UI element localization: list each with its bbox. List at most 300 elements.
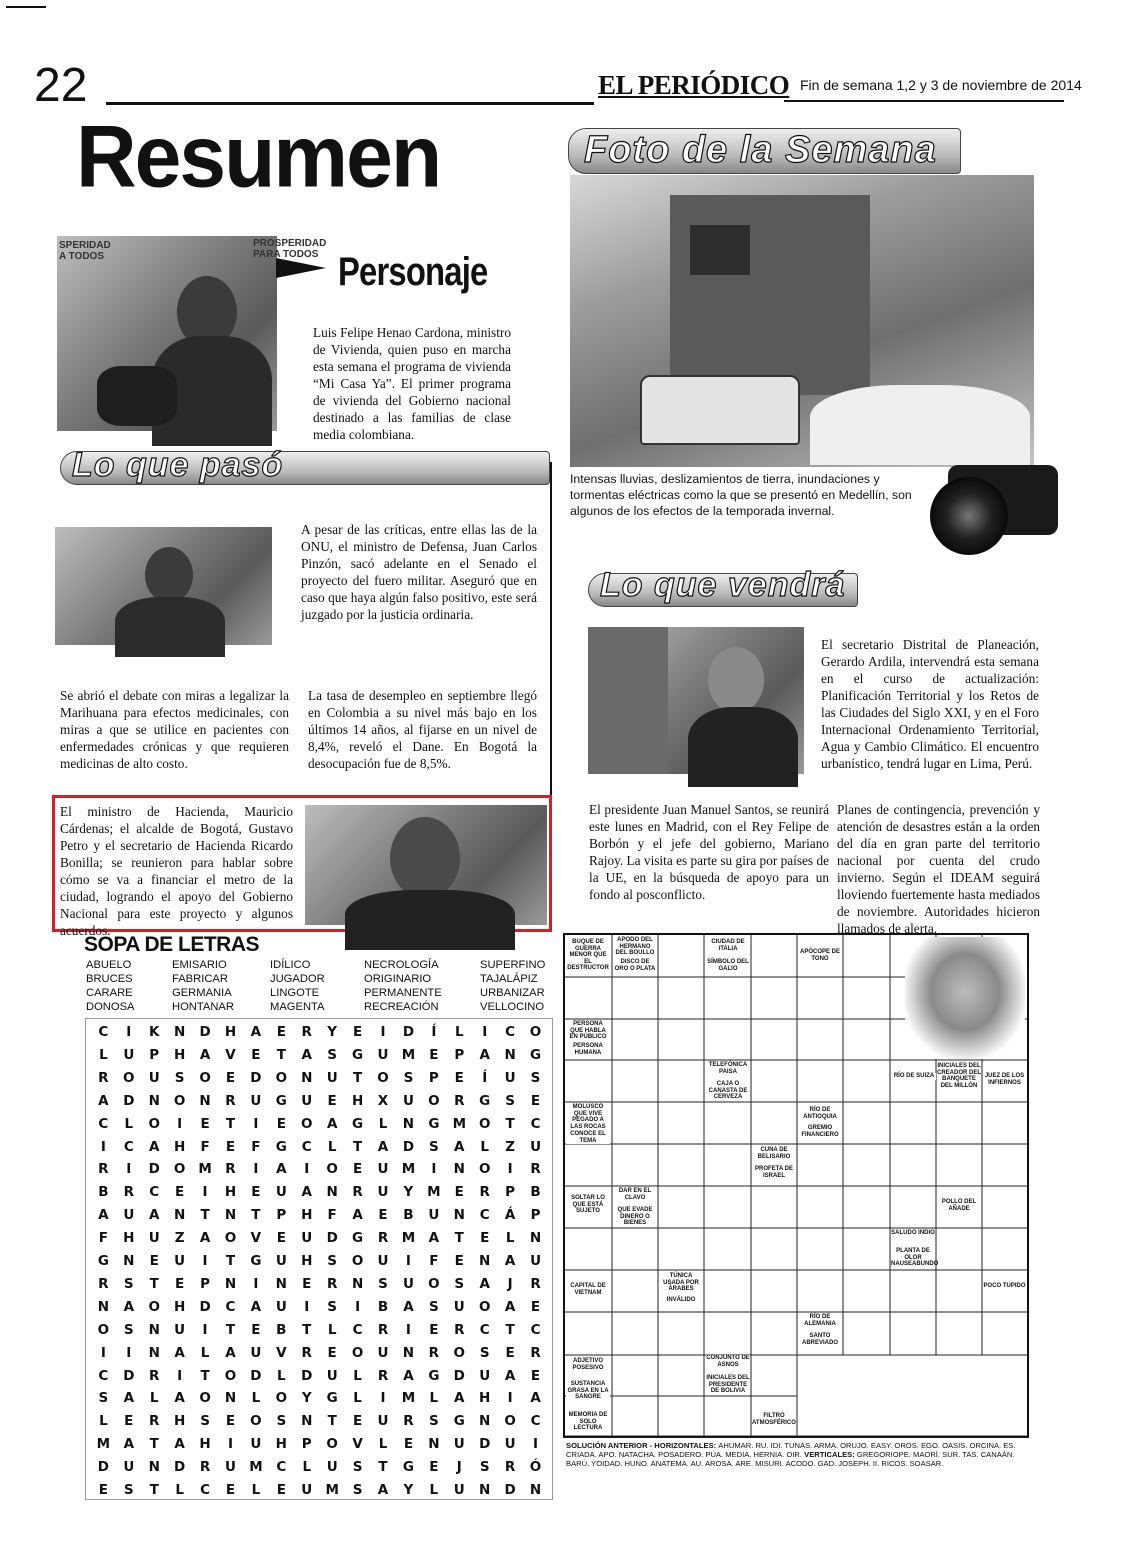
building-windows (690, 225, 750, 275)
foto-semana-caption: Intensas lluvias, deslizamientos de tierra, inundaciones y tormentas eléctricas como la que se presentó en Medellín, son algunos de los efectos de la temporada invernal. (570, 472, 912, 518)
sopa-letter: A (403, 1298, 414, 1315)
person-head (390, 817, 460, 899)
sopa-letter: O (250, 1413, 262, 1430)
person-body (688, 707, 798, 787)
sopa-letter: E (429, 1459, 439, 1476)
sopa-letter: P (276, 1207, 287, 1224)
sopa-row (92, 1459, 547, 1475)
word: GERMANIA (172, 987, 232, 999)
sopa-letter: S (352, 1482, 363, 1498)
sopa-letter: R (377, 1367, 389, 1384)
sopa-letter: H (173, 1138, 186, 1155)
sopa-letter: O (478, 1161, 491, 1178)
word: ORIGINARIO (364, 973, 432, 985)
sopa-letter: T (352, 1138, 363, 1155)
sopa-letter: P (505, 1184, 516, 1201)
sopa-letter: U (377, 1413, 389, 1430)
sopa-letter: T (251, 1207, 261, 1224)
sopa-letter: U (301, 1482, 313, 1498)
sopa-letter: A (174, 1344, 185, 1361)
sopa-letter: G (352, 1230, 364, 1247)
sopa-letter: N (148, 1321, 160, 1338)
sopa-letter: R (403, 1413, 414, 1430)
sopa-letter: L (251, 1390, 261, 1407)
sopa-letter: F (429, 1253, 439, 1269)
section-title: Resumen (76, 106, 441, 206)
sopa-row (92, 1345, 547, 1361)
sopa-letter: O (224, 1367, 237, 1384)
sopa-letter: S (327, 1253, 338, 1269)
sopa-letter: E (149, 1253, 159, 1269)
sopa-letter: S (428, 1138, 439, 1155)
sopa-letter: B (530, 1184, 541, 1201)
sopa-word-list (86, 958, 556, 1014)
sopa-letter: D (402, 1138, 415, 1155)
sopa-letter: O (478, 1298, 491, 1315)
clue: RÍO DE ALEMANIA (798, 1314, 842, 1327)
clue: INICIALES DEL CREADOR DEL BANQUETE DEL MILLÓN (937, 1063, 982, 1089)
sopa-letter: D (174, 1459, 186, 1476)
sopa-letter: E (175, 1275, 185, 1292)
sopa-letter: O (351, 1253, 364, 1269)
sopa-letter: A (454, 1138, 465, 1155)
sopa-letter: Á (504, 1207, 516, 1224)
sopa-letter: I (253, 1115, 259, 1132)
sopa-letter: H (301, 1253, 313, 1269)
sopa-letter: S (327, 1046, 338, 1063)
word: EMISARIO (172, 959, 227, 971)
sopa-letter: S (276, 1413, 287, 1430)
sopa-letter: R (479, 1184, 490, 1201)
sopa-letter: I (126, 1024, 132, 1040)
car (640, 375, 800, 445)
sopa-letter: U (301, 1092, 313, 1109)
sopa-letter: S (174, 1069, 185, 1086)
sopa-letter: U (275, 1253, 287, 1269)
sopa-letter: N (97, 1298, 110, 1315)
clue: BUQUE DE GUERRA MENOR QUE EL DESTRUCTOR (567, 939, 609, 971)
sopa-letter: C (479, 1321, 490, 1338)
sopa-letter: E (251, 1184, 261, 1201)
crossword-solution (566, 1441, 1030, 1468)
sopa-letter: A (123, 1390, 135, 1407)
hacienda-photo (305, 805, 547, 925)
sopa-letter: C (352, 1321, 363, 1338)
sopa-letter: U (377, 1046, 389, 1063)
clue: DAR EN EL CLAVO (613, 1188, 657, 1201)
sopa-letter: I (227, 1436, 233, 1453)
sopa-letter: T (505, 1115, 515, 1132)
sopa-letter: H (275, 1436, 287, 1453)
sopa-letter: N (351, 1275, 364, 1292)
sopa-letter: Z (505, 1138, 516, 1155)
sopa-letter: S (123, 1482, 134, 1498)
sopa-letter: R (454, 1321, 465, 1338)
sopa-letter: U (250, 1436, 262, 1453)
sopa-letter: L (124, 1115, 134, 1132)
sopa-letter: D (504, 1482, 516, 1498)
sopa-letter: B (403, 1207, 414, 1224)
sopa-letter: I (177, 1115, 183, 1132)
sopa-letter: T (225, 1253, 236, 1269)
sopa-letter: A (479, 1275, 490, 1292)
sopa-letter: T (302, 1321, 312, 1338)
word: FABRICAR (172, 973, 228, 985)
sopa-row (92, 1276, 547, 1292)
sopa-letter: X (377, 1092, 389, 1109)
sopa-letter: H (301, 1207, 313, 1224)
sopa-letter: T (225, 1321, 236, 1338)
sopa-letter: C (98, 1024, 109, 1040)
sopa-letter: D (97, 1459, 109, 1476)
sopa-letter: C (505, 1024, 516, 1040)
sopa-letter: C (149, 1184, 160, 1201)
sopa-letter: N (301, 1069, 313, 1086)
clue: TÚNICA USADA POR ÁRABES (659, 1273, 703, 1293)
sopa-letter: A (250, 1024, 262, 1040)
sopa-row (92, 1436, 547, 1452)
sopa-letter: O (301, 1115, 313, 1132)
sopa-letter: I (431, 1161, 437, 1178)
sopa-letter: U (453, 1482, 465, 1498)
sopa-letter: A (377, 1482, 389, 1498)
sopa-letter: U (377, 1161, 389, 1178)
sopa-letter: D (326, 1230, 338, 1247)
sopa-letter: U (250, 1092, 262, 1109)
sopa-letter: T (327, 1413, 337, 1430)
paso-item-1: A pesar de las críticas, entre ellas las de la ONU, el ministro de Defensa, Juan Carlos Pinzón, sacó adelante en el Senado el proyecto del fuero militar. Aseguró que en caso que haya algún falso positivo, este será juzgado por la justicia ordinaria. (301, 522, 537, 622)
clue: POCO TUPIDO (983, 1283, 1026, 1289)
sopa-letter: Y (403, 1184, 414, 1201)
word: NECROLOGÍA (364, 959, 439, 971)
microphones (97, 366, 177, 426)
sopa-letter: U (377, 1344, 389, 1361)
sopa-letter: U (402, 1092, 414, 1109)
sopa-letter: C (301, 1138, 312, 1155)
sopa-letter: N (402, 1115, 415, 1132)
solution-label-v: VERTICALES: (804, 1450, 855, 1459)
sopa-letter: R (98, 1275, 109, 1292)
sopa-letter: E (505, 1344, 515, 1361)
sopa-letter: U (148, 1230, 160, 1247)
sopa-row (92, 1207, 547, 1223)
sopa-letter: D (250, 1069, 262, 1086)
sopa-letter: H (173, 1046, 186, 1063)
sopa-letter: H (224, 1184, 237, 1201)
sopa-letter: E (378, 1207, 388, 1224)
sopa-letter: G (453, 1413, 465, 1430)
sopa-letter: L (99, 1413, 108, 1430)
sopa-letter: Ó (529, 1459, 542, 1476)
sopa-letter: H (351, 1092, 364, 1109)
sopa-letter: D (250, 1367, 262, 1384)
sopa-letter: I (380, 1024, 386, 1040)
sopa-letter: O (504, 1413, 516, 1430)
clue: DISCO DE ORO O PLATA (614, 959, 656, 972)
sopa-letter: O (529, 1024, 542, 1040)
sopa-letter: T (352, 1069, 363, 1086)
newspaper-name: EL PERIÓDICO (598, 70, 790, 100)
sopa-letter: I (482, 1024, 488, 1040)
sopa-letter: R (225, 1161, 236, 1178)
sopa-letter: C (530, 1321, 541, 1338)
sopa-letter: A (174, 1436, 185, 1453)
word: IDÍLICO (270, 959, 311, 971)
sopa-letter: N (199, 1092, 211, 1109)
sopa-letter: Í (431, 1024, 437, 1040)
sopa-letter: N (479, 1413, 491, 1430)
sopa-letter: A (504, 1367, 516, 1384)
sopa-letter: A (98, 1207, 109, 1224)
sopa-letter: L (353, 1390, 362, 1407)
clue: APÓCOPE DE TONO (799, 949, 840, 962)
vendra-item-1: El secretario Distrital de Planeación, Gerardo Ardila, intervendrá esta semana en el curso de actualización: Planificación Territorial y los Retos de las Ciudades del Siglo XXI, y en el Foro Internacional Ordenamiento Territorial, Agua y Cambio Climático. El encuentro urbanístico, tendrá lugar en Lima, Perú. (821, 637, 1039, 771)
clue: PROFETA DE ISRAEL (752, 1166, 796, 1179)
clue: APODO DEL HERMANO DEL BOULLO (613, 937, 657, 957)
sopa-letter: R (530, 1275, 541, 1292)
sopa-letter: E (124, 1413, 134, 1430)
sopa-letter: I (177, 1367, 183, 1384)
sopa-letter: S (403, 1069, 414, 1086)
sopa-row (92, 1093, 547, 1109)
word: JUGADOR (270, 973, 325, 985)
sopa-letter: N (479, 1253, 491, 1269)
sopa-letter: M (401, 1046, 416, 1063)
sopa-letter: M (249, 1459, 263, 1476)
sopa-letter: L (353, 1367, 362, 1384)
sopa-letter: R (225, 1092, 236, 1109)
sopa-letter: B (276, 1321, 287, 1338)
sopa-letter: U (123, 1459, 135, 1476)
sopa-letter: I (533, 1436, 539, 1453)
sopa-letter: N (275, 1275, 287, 1292)
sopa-row (92, 1070, 547, 1086)
sopa-letter: L (480, 1138, 489, 1155)
sopa-letter: E (352, 1024, 363, 1040)
sopa-letter: S (378, 1275, 388, 1292)
sopa-letter: V (250, 1230, 262, 1247)
clue: CAPITAL DE VIETNAM (566, 1283, 610, 1296)
sopa-letter: L (149, 1390, 159, 1407)
sopa-row (92, 1299, 547, 1315)
sopa-letter: H (123, 1230, 135, 1247)
sopa-letter: G (275, 1138, 287, 1155)
paso-item-3: La tasa de desempleo en septiembre llegó en Colombia a su nivel más bajo en los últimos 14 años, al fijarse en un nivel de 8,4%, reveló el Dane. En Bogotá la desocupación fue de 8,5%. (308, 688, 537, 771)
sopa-letter: S (123, 1321, 134, 1338)
sopa-letter: U (174, 1253, 186, 1269)
sopa-letter: C (200, 1482, 211, 1498)
clue: SANTO ABREVIADO (798, 1333, 842, 1346)
page-number: 22 (34, 59, 88, 112)
lo-que-paso-title: Lo que pasó (72, 446, 284, 484)
clue: CONJUNTO DE ASNOS (706, 1355, 750, 1368)
sopa-letter: E (225, 1413, 236, 1430)
sopa-letter: M (401, 1161, 416, 1178)
foto-semana-title: Foto de la Semana (584, 129, 937, 171)
sopa-letter: P (530, 1207, 541, 1224)
sopa-letter: A (504, 1298, 516, 1315)
sopa-letter: H (173, 1298, 186, 1315)
issue-date: Fin de semana 1,2 y 3 de noviembre de 2014 (800, 77, 1082, 93)
sopa-letter: N (504, 1046, 516, 1063)
sopa-letter: N (453, 1207, 465, 1224)
sopa-letter: R (301, 1024, 312, 1040)
sopa-letter: D (199, 1024, 211, 1040)
sopa-letter: I (100, 1138, 106, 1155)
sopa-letter: T (454, 1230, 464, 1247)
word: HONTANAR (172, 1001, 234, 1013)
sopa-letter: E (225, 1138, 236, 1155)
clue: CIUDAD DE ITALIA (706, 939, 750, 952)
sopa-letter: P (454, 1046, 465, 1063)
sopa-letter: E (454, 1184, 464, 1201)
sopa-letter: Y (327, 1024, 338, 1040)
sopa-letter: Y (403, 1482, 414, 1498)
sopa-letter: E (251, 1321, 261, 1338)
sopa-letter: F (327, 1207, 337, 1224)
sopa-letter: O (453, 1344, 466, 1361)
clue: PERSONA HUMANA (566, 1043, 610, 1056)
sopa-letter: R (377, 1230, 389, 1247)
sopa-letter: O (326, 1161, 338, 1178)
word: SUPERFINO (480, 959, 546, 971)
sopa-letter: R (428, 1344, 440, 1361)
person-head (708, 647, 764, 713)
sopa-letter: I (507, 1161, 513, 1178)
sopa-letter: G (352, 1115, 364, 1132)
clue: CUNA DE BELISARIO (752, 1147, 796, 1160)
sopa-letter: N (529, 1230, 542, 1247)
sopa-letter: U (530, 1253, 542, 1269)
sopa-letter: I (304, 1161, 310, 1178)
sopa-letter: E (429, 1321, 439, 1338)
sopa-letter: B (98, 1184, 109, 1201)
sopa-letter: T (149, 1436, 159, 1453)
sopa-letter: I (405, 1253, 411, 1269)
sopa-letter: N (529, 1482, 542, 1498)
sopa-letter: U (275, 1184, 287, 1201)
sopa-letter: R (504, 1459, 516, 1476)
sopa-letter: L (277, 1367, 286, 1384)
sopa-letter: O (97, 1321, 110, 1338)
sopa-letter: G (428, 1115, 440, 1132)
sopa-letter: U (453, 1298, 465, 1315)
sopa-letter: I (126, 1161, 132, 1178)
sopa-letter: D (148, 1161, 160, 1178)
sopa-letter: L (327, 1138, 337, 1155)
sopa-letter: T (505, 1321, 515, 1338)
sopa-letter: Y (301, 1390, 312, 1407)
word: LINGOTE (270, 987, 320, 999)
sopa-letter: G (275, 1092, 287, 1109)
sopa-row (92, 1139, 547, 1155)
foto-semana-photo (570, 175, 1034, 467)
solution-v: GREGORIOPE. MAORÍ. SUR. TAS. CANAÁN. BARÚ. YOIDAD. HUNO. ANATEMA. AU. AROSA. ARE. MISURI. ACODO. GAD. JOSEPH. II. RICOS. SOASAR. (566, 1450, 1015, 1468)
sopa-letter: H (199, 1436, 211, 1453)
sopa-letter: C (530, 1413, 541, 1430)
vendra-item-3: Planes de contingencia, prevención y atención de desastres están a la orden del día en gran parte del territorio nacional por cuenta del crudo invierno. Según el IDEAM seguirá lloviendo fuertemente hasta mediados de noviembre. Autoridades hicieron llamados de alerta. (837, 802, 1040, 936)
sopa-letter: M (96, 1436, 111, 1453)
sopa-letter: I (202, 1321, 208, 1338)
sopa-letter: L (429, 1390, 439, 1407)
corner-mark (6, 6, 46, 8)
sopa-letter: R (530, 1161, 541, 1178)
sopa-letter: H (224, 1024, 237, 1040)
sopa-letter: N (173, 1024, 186, 1040)
sopa-letter: S (479, 1459, 490, 1476)
sopa-letter: A (148, 1207, 160, 1224)
sopa-letter: S (505, 1092, 515, 1109)
personaje-photo (57, 236, 327, 431)
sopa-row (92, 1161, 547, 1177)
sopa-letter: E (480, 1230, 490, 1247)
sopa-row (92, 1024, 547, 1040)
planeacion-photo (588, 627, 804, 774)
sopa-letter: M (198, 1161, 212, 1178)
sopa-letter: U (428, 1207, 440, 1224)
clue: PLANTA DE OLOR NAUSEABUNDO (891, 1248, 939, 1267)
sopa-letter: P (428, 1069, 439, 1086)
sopa-letter: E (530, 1367, 541, 1384)
sopa-letter: C (276, 1459, 287, 1476)
sopa-letter: D (402, 1024, 415, 1040)
sopa-letter: A (250, 1298, 262, 1315)
sopa-letter: N (148, 1344, 160, 1361)
sopa-letter: E (175, 1184, 185, 1201)
photo-sign-left: SPERIDAD A TODOS (59, 240, 111, 262)
sopa-letter: G (352, 1046, 364, 1063)
sopa-letter: A (352, 1207, 363, 1224)
sopa-letter: Í (482, 1069, 488, 1086)
sopa-letter: R (199, 1459, 211, 1476)
sopa-letter: D (123, 1367, 135, 1384)
sopa-letter: V (225, 1046, 236, 1063)
sopa-letter: I (304, 1298, 310, 1315)
sopa-letter: H (173, 1413, 186, 1430)
clue: PERSONA QUE HABLA EN PÚBLICO (566, 1021, 610, 1041)
sopa-letter: S (479, 1344, 490, 1361)
sopa-letter: T (200, 1367, 210, 1384)
sopa-letter: L (505, 1230, 515, 1247)
sopa-letter: O (428, 1092, 440, 1109)
sopa-letter: G (402, 1459, 414, 1476)
sopa-letter: A (174, 1390, 185, 1407)
sopa-letter: G (479, 1092, 491, 1109)
sopa-letter: D (479, 1436, 491, 1453)
sopa-letter: O (275, 1390, 288, 1407)
sopa-letter: A (199, 1230, 211, 1247)
sopa-letter: M (401, 1230, 416, 1247)
sopa-letter: N (224, 1390, 237, 1407)
sopa-letter: R (352, 1184, 363, 1201)
sopa-letter: A (148, 1138, 160, 1155)
clue: POLLO DEL AÑADE (937, 1199, 981, 1212)
sopa-letter: G (250, 1253, 262, 1269)
sopa-letter: U (453, 1436, 465, 1453)
crossword (563, 933, 1029, 1438)
sopa-letter: L (99, 1046, 108, 1063)
sopa-letter: U (479, 1367, 491, 1384)
sopa-letter: O (148, 1115, 160, 1132)
sopa-title: SOPA DE LETRAS (84, 933, 260, 956)
person-head (145, 547, 193, 603)
sopa-letter: J (507, 1275, 513, 1292)
sopa-letter: T (378, 1459, 388, 1476)
clue: JUEZ DE LOS INFIERNOS (984, 1073, 1025, 1086)
clue: ADJETIVO POSESIVO (566, 1358, 610, 1371)
sopa-letter: O (173, 1092, 186, 1109)
sopa-letter: A (301, 1046, 312, 1063)
